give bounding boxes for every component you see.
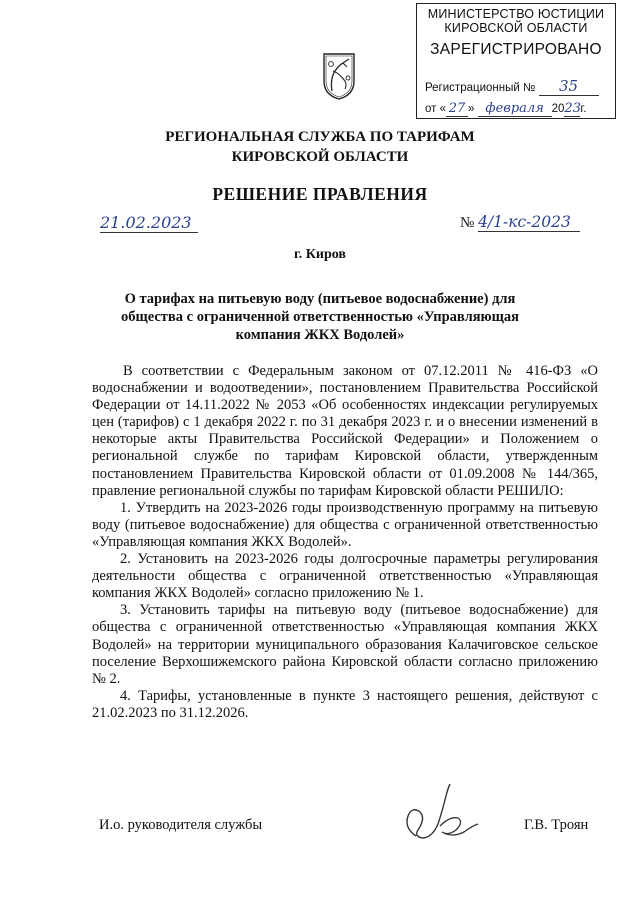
org-name [0, 127, 640, 167]
stamp-date-year: 23 [564, 101, 581, 116]
decision-date: 21.02.2023 [100, 213, 198, 233]
doc-type: РЕШЕНИЕ ПРАВЛЕНИЯ [212, 184, 428, 204]
kirov-coat-of-arms-icon [321, 51, 357, 101]
handwritten-signature [398, 778, 488, 848]
item-2-paragraph: 2. Установить на 2023-2026 годы долгосрочные параметры регулирования деятельности общества с ограниченной ответственностью «Управляющая компания ЖКХ Водолей» согласно приложению № 1. [92, 551, 598, 602]
stamp-date-month: февраля [478, 101, 552, 117]
stamp-region: КИРОВСКОЙ ОБЛАСТИ [444, 21, 588, 35]
stamp-date-prefix: от « [425, 103, 447, 115]
decision-number [460, 213, 585, 232]
org-name-line2: КИРОВСКОЙ ОБЛАСТИ [231, 149, 409, 165]
signer-position: И.о. руководителя службы [99, 817, 263, 833]
signer-name: Г.В. Троян [524, 817, 589, 833]
subject-line3: компания ЖКХ Водолей» [235, 327, 405, 343]
stamp-ministry: МИНИСТЕРСТВО ЮСТИЦИИ [427, 7, 605, 21]
stamp-date-mid: » [468, 103, 475, 115]
subject-line2: общества с ограниченной ответственностью «Управляющая [121, 309, 519, 325]
stamp-date-row [425, 101, 611, 117]
registration-stamp [416, 3, 616, 119]
preamble-paragraph: В соответствии с Федеральным законом от 07.12.2011 № 416-ФЗ «О водоснабжении и водоотведении», постановлением Правительства Российской Федерации от 14.11.2022 № 2053 «Об особенностях индексации регулируемых цен (тарифов) с 1 декабря 2022 г. по 31 декабря 2023 г. и о внесении изменений в некоторые акты Правительства Российской Федерации» и Положением о региональной службе по тарифам Кировской области, утвержденным постановлением Правительства Кировской области от 01.09.2008 № 144/365, правление региональной службы по тарифам Кировской области РЕШИЛО: [92, 363, 598, 499]
subject-line1: О тарифах на питьевую воду (питьевое водоснабжение) для [124, 291, 516, 307]
stamp-date-year-prefix: 20 [551, 103, 565, 115]
stamp-registered: ЗАРЕГИСТРИРОВАНО [430, 41, 602, 58]
city: г. Киров [294, 247, 346, 262]
org-name-line1: РЕГИОНАЛЬНАЯ СЛУЖБА ПО ТАРИФАМ [165, 129, 475, 145]
item-3-paragraph: 3. Установить тарифы на питьевую воду (питьевое водоснабжение) для общества с ограниченной ответственностью «Управляющая компания ЖКХ Водолей» на территории муниципального образования Калачиговское сельское поселение Верхошижемского района Кировской области согласно приложению № 2. [92, 602, 598, 687]
number-value: 4/1-кс-2023 [478, 213, 580, 232]
stamp-date-suffix: г. [580, 103, 587, 115]
decision-subject [0, 290, 640, 344]
number-sign: № [460, 215, 475, 231]
stamp-date-day: 27 [446, 101, 468, 117]
stamp-reg-label: Регистрационный № [425, 82, 536, 94]
item-1-paragraph: 1. Утвердить на 2023-2026 годы производственную программу на питьевую воду (питьевое водоснабжение) для общества с ограниченной ответственностью «Управляющая компания ЖКХ Водолей». [92, 499, 598, 550]
stamp-reg-number: 35 [539, 77, 599, 96]
decision-body [92, 363, 598, 722]
stamp-reg-row [425, 77, 611, 96]
item-4-paragraph: 4. Тарифы, установленные в пункте 3 настоящего решения, действуют с 21.02.2023 по 31.12.2026. [92, 687, 598, 721]
